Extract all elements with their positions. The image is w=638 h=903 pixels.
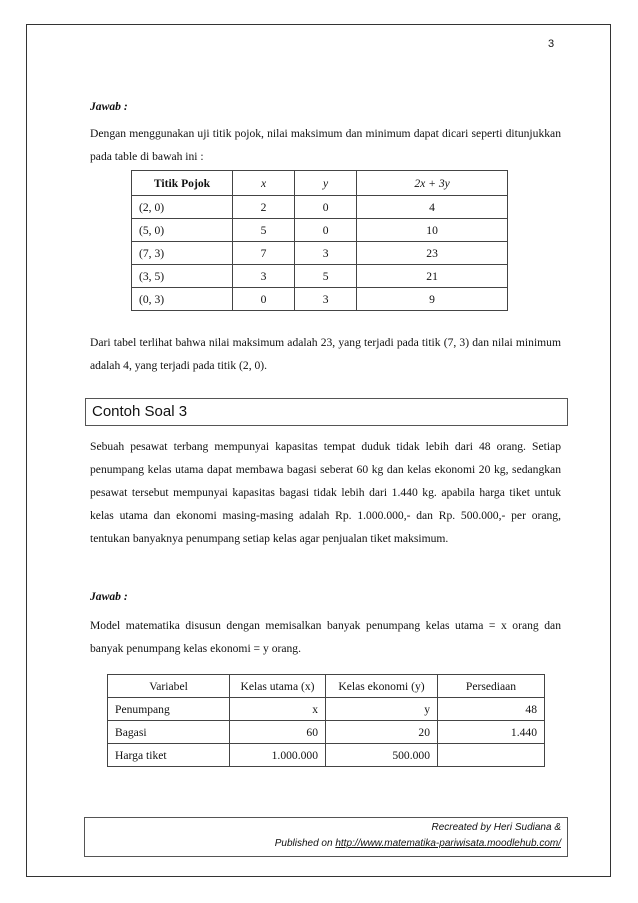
page-number: 3 <box>548 38 555 50</box>
table-cell: 23 <box>357 242 508 265</box>
footer-credit: Recreated by Heri Sudiana & <box>431 822 561 833</box>
table-cell: 7 <box>233 242 295 265</box>
problem-statement: Sebuah pesawat terbang mempunyai kapasitas tempat duduk tidak lebih dari 48 orang. Setiap penumpang kelas utama dapat membawa bagasi seberat 60 kg dan kelas ekonomi 20 kg, sedangkan pesawat tersebut mempunyai kapasitas bagasi tidak lebih dari 1.440 kg. apabila harga tiket untuk kelas utama dan ekonomi masing-masing adalah Rp. 1.000.000,- dan Rp. 500.000,- per orang, tentukan banyaknya penumpang setiap kelas agar penjualan tiket maksimum. <box>90 440 561 545</box>
answer-label: Jawab : <box>90 100 128 113</box>
table-header-cell: y <box>295 171 357 196</box>
table-header-cell: 2x + 3y <box>357 171 508 196</box>
table-cell: 0 <box>295 219 357 242</box>
table-cell: 5 <box>233 219 295 242</box>
table-cell: Penumpang <box>108 698 230 721</box>
table-row <box>132 265 508 288</box>
table-row <box>108 698 545 721</box>
table-cell: 0 <box>233 288 295 311</box>
table-header-cell: Variabel <box>108 675 230 698</box>
table-cell: 21 <box>357 265 508 288</box>
table-cell: 1.000.000 <box>230 744 326 767</box>
table-cell: (0, 3) <box>132 288 233 311</box>
table-row <box>132 288 508 311</box>
table-header-cell: Titik Pojok <box>132 171 233 196</box>
table-cell: 2 <box>233 196 295 219</box>
table-cell: 500.000 <box>326 744 438 767</box>
table-cell: 3 <box>233 265 295 288</box>
table-cell: 20 <box>326 721 438 744</box>
table-cell: 0 <box>295 196 357 219</box>
table-cell: 4 <box>357 196 508 219</box>
table-row <box>108 721 545 744</box>
footer-published-prefix: Published on <box>274 838 336 849</box>
table-cell: Bagasi <box>108 721 230 744</box>
table-cell: (5, 0) <box>132 219 233 242</box>
table-header-row <box>132 171 508 196</box>
table-cell: 9 <box>357 288 508 311</box>
table-cell: 48 <box>438 698 545 721</box>
table-row <box>132 196 508 219</box>
corner-point-table <box>131 170 508 311</box>
table-row <box>132 242 508 265</box>
table-row <box>108 744 545 767</box>
table-cell <box>438 744 545 767</box>
table-cell: 3 <box>295 242 357 265</box>
table-header-cell: Kelas ekonomi (y) <box>326 675 438 698</box>
table-row <box>132 219 508 242</box>
answer-intro: Dengan menggunakan uji titik pojok, nilai maksimum dan minimum dapat dicari seperti ditunjukkan pada table di bawah ini : <box>90 127 561 163</box>
table-cell: 1.440 <box>438 721 545 744</box>
table-header-cell: Persediaan <box>438 675 545 698</box>
footer-published <box>275 838 561 849</box>
model-table <box>107 674 545 767</box>
answer-conclusion: Dari tabel terlihat bahwa nilai maksimum adalah 23, yang terjadi pada titik (7, 3) dan nilai minimum adalah 4, yang terjadi pada titik (2, 0). <box>90 336 561 372</box>
footer-link[interactable]: http://www.matematika-pariwisata.moodlehub.com/ <box>335 838 561 849</box>
footer <box>84 817 568 857</box>
table-header-row <box>108 675 545 698</box>
table-header-cell: x <box>233 171 295 196</box>
section-title: Contoh Soal 3 <box>92 403 188 420</box>
table-cell: (7, 3) <box>132 242 233 265</box>
table-cell: y <box>326 698 438 721</box>
table-cell: x <box>230 698 326 721</box>
table-cell: (2, 0) <box>132 196 233 219</box>
table-cell: 10 <box>357 219 508 242</box>
table-cell: 60 <box>230 721 326 744</box>
answer-label: Jawab : <box>90 590 128 603</box>
table-cell: 5 <box>295 265 357 288</box>
table-cell: Harga tiket <box>108 744 230 767</box>
table-header-cell: Kelas utama (x) <box>230 675 326 698</box>
table-cell: (3, 5) <box>132 265 233 288</box>
section-heading-box <box>85 398 568 426</box>
table-cell: 3 <box>295 288 357 311</box>
answer-intro: Model matematika disusun dengan memisalkan banyak penumpang kelas utama = x orang dan banyak penumpang kelas ekonomi = y orang. <box>90 619 561 655</box>
